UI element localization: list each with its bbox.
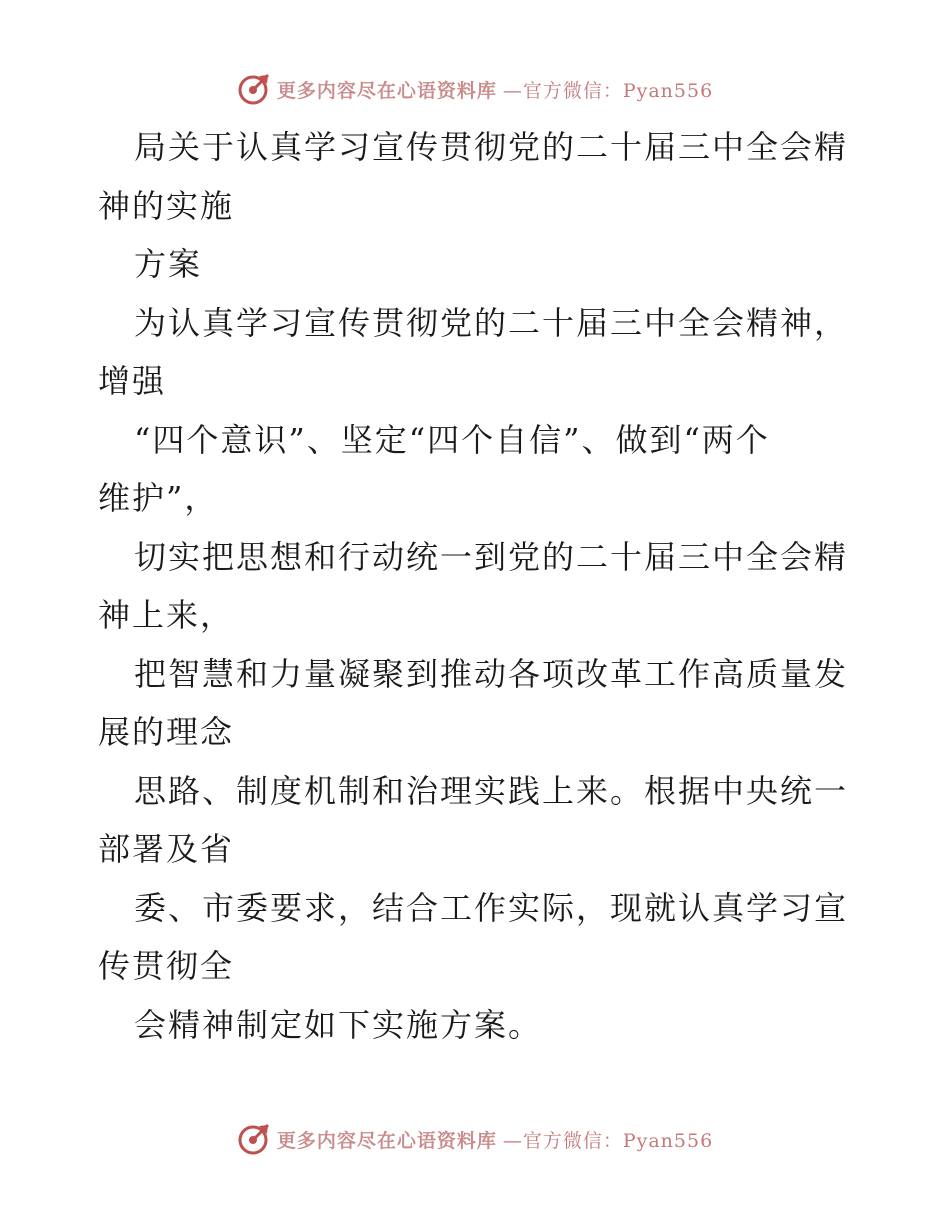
body-line: 把智慧和力量凝聚到推动各项改革工作高质量发 <box>134 654 849 693</box>
body-line: 会精神制定如下实施方案。 <box>134 1005 543 1044</box>
document-body <box>98 118 858 1054</box>
watermark-contact: —官方微信：Pyan556 <box>502 1129 714 1152</box>
body-line: 传贯彻全 <box>98 947 235 985</box>
watermark-brand: 更多内容尽在心语资料库 <box>276 1129 497 1152</box>
body-line: 切实把思想和行动统一到党的二十届三中全会精 <box>134 537 849 576</box>
body-line: “四个意识”、坚定“四个自信”、做到“两个 <box>134 420 770 459</box>
body-line: 为认真学习宣传贯彻党的二十届三中全会精神， <box>134 303 849 342</box>
body-line: 神上来， <box>98 596 235 634</box>
body-line: 局关于认真学习宣传贯彻党的二十届三中全会精 <box>134 128 849 166</box>
body-line: 方案 <box>134 245 203 283</box>
footer-watermark <box>0 1122 950 1156</box>
watermark-contact: —官方微信：Pyan556 <box>502 79 714 102</box>
body-line: 增强 <box>98 362 167 400</box>
quill-logo-icon <box>237 72 271 106</box>
watermark-brand: 更多内容尽在心语资料库 <box>276 79 497 102</box>
header-watermark <box>0 72 950 106</box>
body-line: 神的实施 <box>98 186 235 225</box>
body-line: 委、市委要求，结合工作实际，现就认真学习宣 <box>134 888 849 927</box>
body-line: 维护”， <box>98 479 219 517</box>
quill-logo-icon <box>237 1122 271 1156</box>
body-line: 部署及省 <box>98 830 235 868</box>
body-line: 展的理念 <box>98 713 235 751</box>
body-line: 思路、制度机制和治理实践上来。根据中央统一 <box>134 771 849 810</box>
